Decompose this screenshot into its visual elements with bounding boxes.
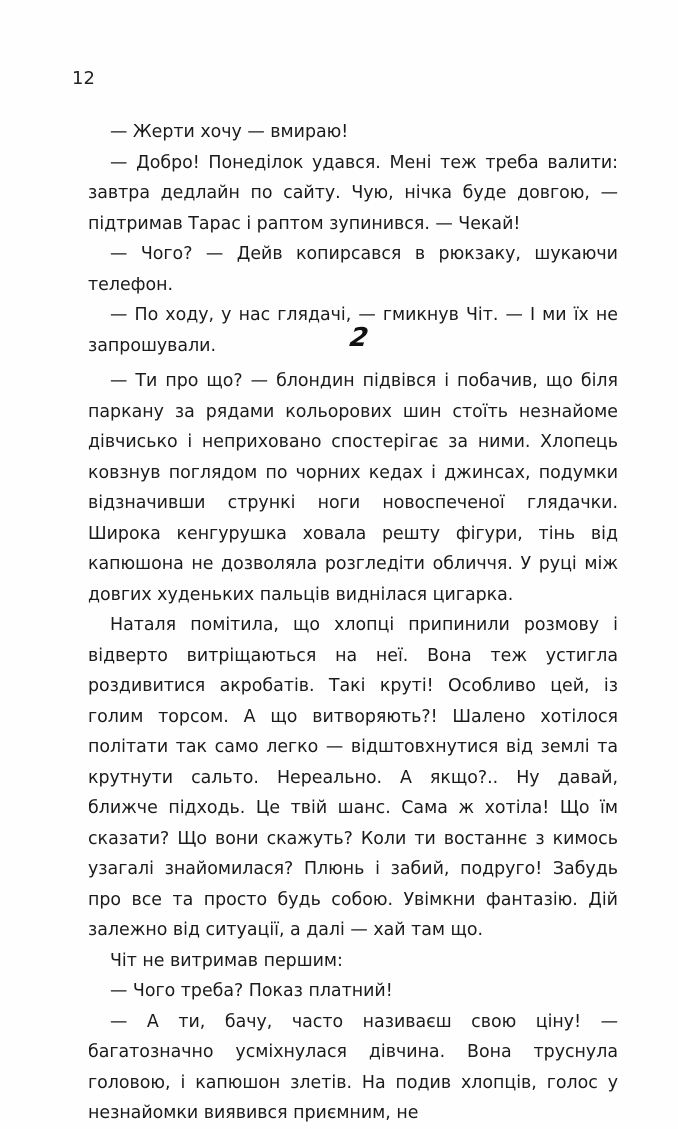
- paragraph: — Чого треба? Показ платний!: [110, 981, 393, 1001]
- paragraph: — Ти про що? — блондин підвівся і побачив, що біля паркану за рядами кольорових шин стоїть незнайоме дівчисько і неприховано спостерігає за ними. Хлопець ковзнув поглядом по чорних кедах і джинсах, подумки відзначивши стрункі ноги новоспеченої глядачки. Широка кенгурушка ховала решту фігури, тінь від капюшона не дозволяла розгледіти обличчя. У руці між довгих худеньких пальців виднілася цигарка.: [88, 371, 618, 605]
- paragraph: — Жерти хочу — вмираю!: [110, 122, 349, 142]
- paragraph: Чіт не витримав першим:: [110, 950, 343, 971]
- paragraph: — А ти, бачу, часто називаєш свою ціну! — багатозначно усміхнулася дівчина. Вона труснула головою, і капюшон злетів. На подив хлопців, голос у незнайомки виявився приємним, не: [88, 1011, 618, 1123]
- paragraph: — По ходу, у нас глядачі, — гмикнув Чіт. — І ми їх не запрошували.: [88, 305, 618, 356]
- page-number: 12: [72, 68, 95, 89]
- text-block-chapter-body: [88, 366, 618, 1129]
- chapter-number: 2: [347, 323, 371, 353]
- paragraph: — Чого? — Дейв копирсався в рюкзаку, шукаючи телефон.: [88, 244, 618, 295]
- paragraph: Наталя помітила, що хлопці припинили розмову і відверто витріщаються на неї. Вона теж устигла роздивитися акробатів. Такі круті! Особливо цей, із голим торсом. А що витворяють?! Шалено хотілося політати так само легко — відштовхнутися від землі та крутнути сальто. Нереально. А якщо?.. Ну давай, ближче підходь. Це твій шанс. Сама ж хотіла! Що їм сказати? Що вони скажуть? Коли ти востаннє з кимось узагалі знайомилася? Плюнь і забий, подруго! Забудь про все та просто будь собою. Увімкни фантазію. Дій залежно від ситуації, а далі — хай там що.: [88, 615, 618, 940]
- paragraph: — Добро! Понеділок удався. Мені теж треба валити: завтра дедлайн по сайту. Чую, нічка буде довгою, — підтримав Тарас і раптом зупинився. — Чекай!: [88, 152, 618, 234]
